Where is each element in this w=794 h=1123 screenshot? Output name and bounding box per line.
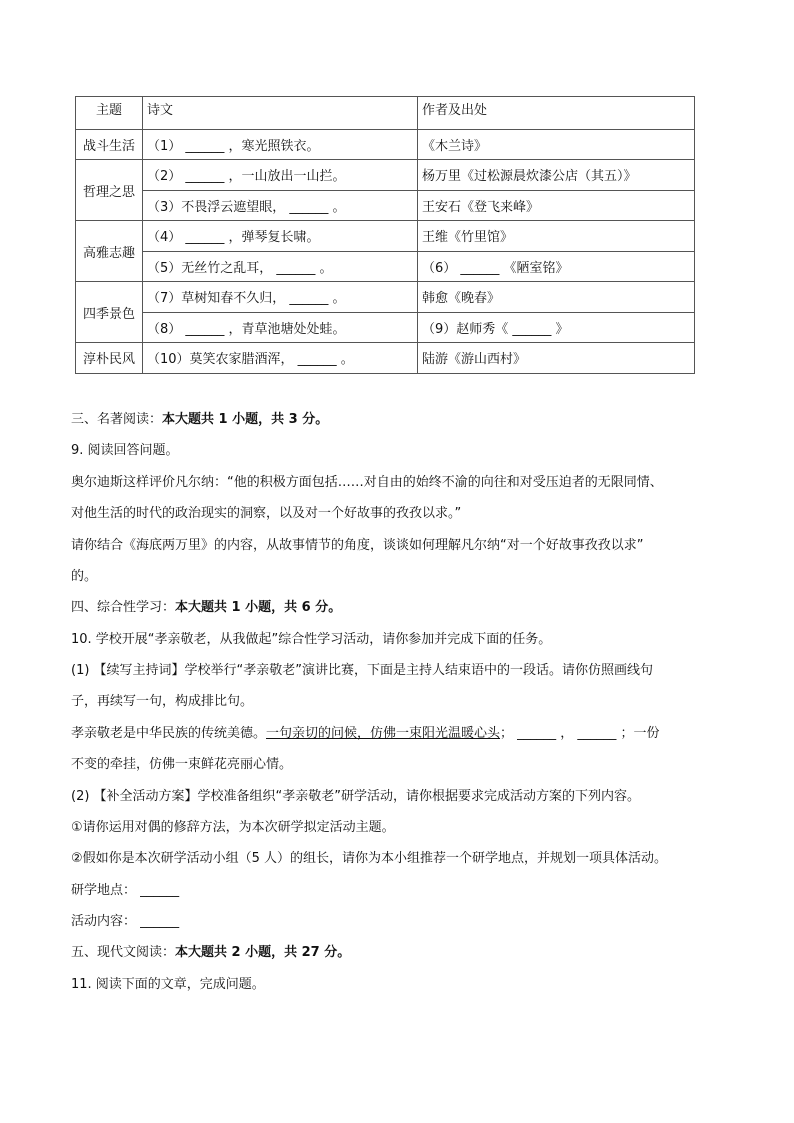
source-cell: 韩愈《晚春》 (418, 282, 695, 313)
section-4-title: 本大题共 1 小题，共 6 分。 (175, 600, 342, 615)
text-segment: 孝亲敬老是中华民族的传统美德。 (71, 726, 267, 741)
table-row (76, 221, 695, 252)
question-9-ask-line1: 请你结合《海底两万里》的内容，从故事情节的角度，谈谈如何理解凡尔纳“对一个好故事孜孜以求” (71, 538, 644, 553)
poem-cell: （5）无丝竹之乱耳， ______ 。 (143, 251, 418, 282)
study-place-field: 研学地点： ______ (71, 883, 180, 898)
table-row (76, 190, 695, 221)
section-5-prefix: 五、现代文阅读： (71, 945, 176, 960)
theme-cell: 四季景色 (76, 282, 143, 343)
table-row (76, 160, 695, 191)
poem-cell: （4） ______ ，弹琴复长啸。 (143, 221, 418, 252)
question-9-text-line2: 对他生活的时代的政治现实的洞察，以及对一个好故事的孜孜以求。” (71, 506, 462, 521)
source-cell: （6） ______ 《陋室铭》 (418, 251, 695, 282)
theme-cell: 哲理之思 (76, 160, 143, 221)
question-10-part1-line1: (1) 【续写主持词】学校举行“孝亲敬老”演讲比赛，下面是主持人结束语中的一段话。请你仿照画线句 (71, 663, 654, 678)
table-row (76, 343, 695, 374)
poem-cell: （8） ______ ，青草池塘处处蛙。 (143, 312, 418, 343)
section-5-heading (71, 944, 721, 962)
poem-cell: （3）不畏浮云遮望眼， ______ 。 (143, 190, 418, 221)
section-4-prefix: 四、综合性学习： (71, 600, 176, 615)
table-row (76, 129, 695, 160)
question-11-stem: 11. 阅读下面的文章，完成问题。 (71, 977, 265, 992)
section-5-title: 本大题共 2 小题，共 27 分。 (175, 945, 351, 960)
section-3-title: 本大题共 1 小题，共 3 分。 (162, 412, 329, 427)
source-cell: 《木兰诗》 (418, 129, 695, 160)
source-cell: 陆游《游山西村》 (418, 343, 695, 374)
table-row (76, 312, 695, 343)
activity-content-field: 活动内容： ______ (71, 914, 180, 929)
theme-cell: 战斗生活 (76, 129, 143, 160)
table-row (76, 282, 695, 313)
question-10-part1-line2: 子，再续写一句，构成排比句。 (71, 694, 254, 709)
question-10-stem: 10. 学校开展“孝亲敬老，从我做起”综合性学习活动，请你参加并完成下面的任务。 (71, 632, 552, 647)
source-cell: 王维《竹里馆》 (418, 221, 695, 252)
source-cell: 王安石《登飞来峰》 (418, 190, 695, 221)
poem-cell: （10）莫笑农家腊酒浑， ______ 。 (143, 343, 418, 374)
question-10-part2-item2: ②假如你是本次研学活动小组（5 人）的组长，请你为本小组推荐一个研学地点，并规划一项具体活动。 (71, 851, 668, 866)
question-10-part2-line1: (2) 【补全活动方案】学校准备组织“孝亲敬老”研学活动，请你根据要求完成活动方案的下列内容。 (71, 789, 641, 804)
table-row (76, 251, 695, 282)
question-9-text-line1: 奥尔迪斯这样评价凡尔纳：“他的积极方面包括……对自由的始终不渝的向往和对受压迫者的无限同情、 (71, 475, 663, 490)
table-header-row (76, 97, 695, 130)
source-cell: 杨万里《过松源晨炊漆公店（其五）》 (418, 160, 695, 191)
theme-cell: 淳朴民风 (76, 343, 143, 374)
question-10-part1-text-line1 (71, 725, 721, 743)
poem-cell: （1） ______ ，寒光照铁衣。 (143, 129, 418, 160)
poetry-fill-table (75, 96, 695, 374)
header-poem: 诗文 (143, 97, 418, 130)
source-cell: （9）赵师秀《 ______ 》 (418, 312, 695, 343)
poem-cell: （7）草树知春不久归， ______ 。 (143, 282, 418, 313)
section-3-heading (71, 411, 721, 429)
section-4-heading (71, 599, 721, 617)
question-9-stem: 9. 阅读回答问题。 (71, 443, 179, 458)
header-theme: 主题 (76, 97, 143, 130)
poem-cell: （2） ______ ，一山放出一山拦。 (143, 160, 418, 191)
text-segment: ； ______ ， ______ ；一份 (500, 726, 660, 741)
question-9-ask-line2: 的。 (71, 569, 98, 584)
theme-cell: 高雅志趣 (76, 221, 143, 282)
underlined-sentence: 一句亲切的问候，仿佛一束阳光温暖心头 (266, 726, 501, 741)
header-source: 作者及出处 (418, 97, 695, 130)
question-10-part2-item1: ①请你运用对偶的修辞方法，为本次研学拟定活动主题。 (71, 820, 395, 835)
question-10-part1-text-line2: 不变的牵挂，仿佛一束鲜花亮丽心情。 (71, 757, 293, 772)
section-3-prefix: 三、名著阅读： (71, 412, 163, 427)
